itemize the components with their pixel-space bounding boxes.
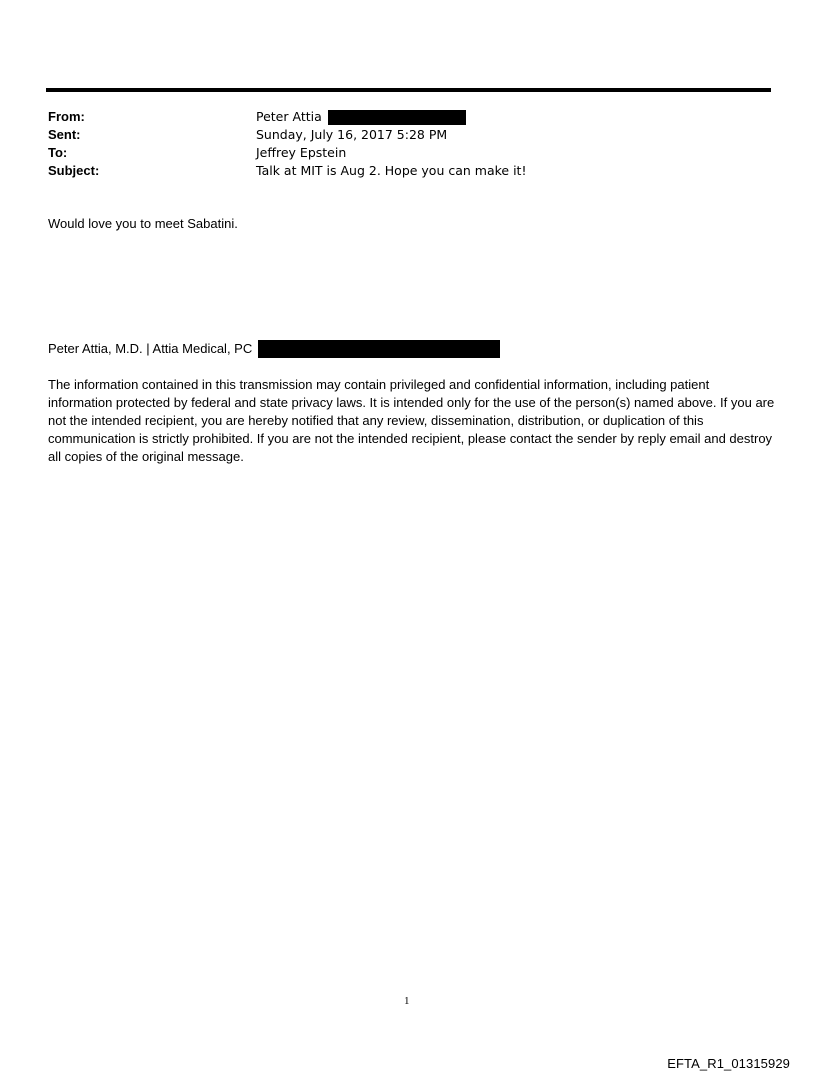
header-divider xyxy=(46,88,771,92)
from-label: From: xyxy=(48,109,85,124)
document-id: EFTA_R1_01315929 xyxy=(667,1056,790,1071)
redaction-block xyxy=(328,110,466,125)
sent-value: Sunday, July 16, 2017 5:28 PM xyxy=(256,127,448,142)
to-value: Jeffrey Epstein xyxy=(256,145,347,160)
to-row xyxy=(48,144,526,162)
email-signature xyxy=(48,340,500,358)
sent-row xyxy=(48,126,526,144)
page-number: 1 xyxy=(404,995,410,1007)
subject-value: Talk at MIT is Aug 2. Hope you can make it! xyxy=(256,163,527,178)
email-header xyxy=(48,108,526,180)
subject-row xyxy=(48,162,526,180)
redaction-block xyxy=(258,340,500,358)
sent-label: Sent: xyxy=(48,127,81,142)
to-label: To: xyxy=(48,145,68,160)
from-value-container xyxy=(256,108,466,126)
from-value: Peter Attia xyxy=(256,109,322,124)
signature-text: Peter Attia, M.D. | Attia Medical, PC xyxy=(48,341,253,356)
confidentiality-disclaimer: The information contained in this transmission may contain privileged and confidential information, including patient information protected by federal and state privacy laws. It is intended only for the use of the person(s) named above. If you are not the intended recipient, you are hereby notified that any review, dissemination, distribution, or duplication of this communication is strictly prohibited. If you are not the intended recipient, please contact the sender by reply email and destroy all copies of the original message. xyxy=(48,377,775,464)
email-body: Would love you to meet Sabatini. xyxy=(48,216,238,231)
subject-label: Subject: xyxy=(48,163,100,178)
from-row xyxy=(48,108,526,126)
